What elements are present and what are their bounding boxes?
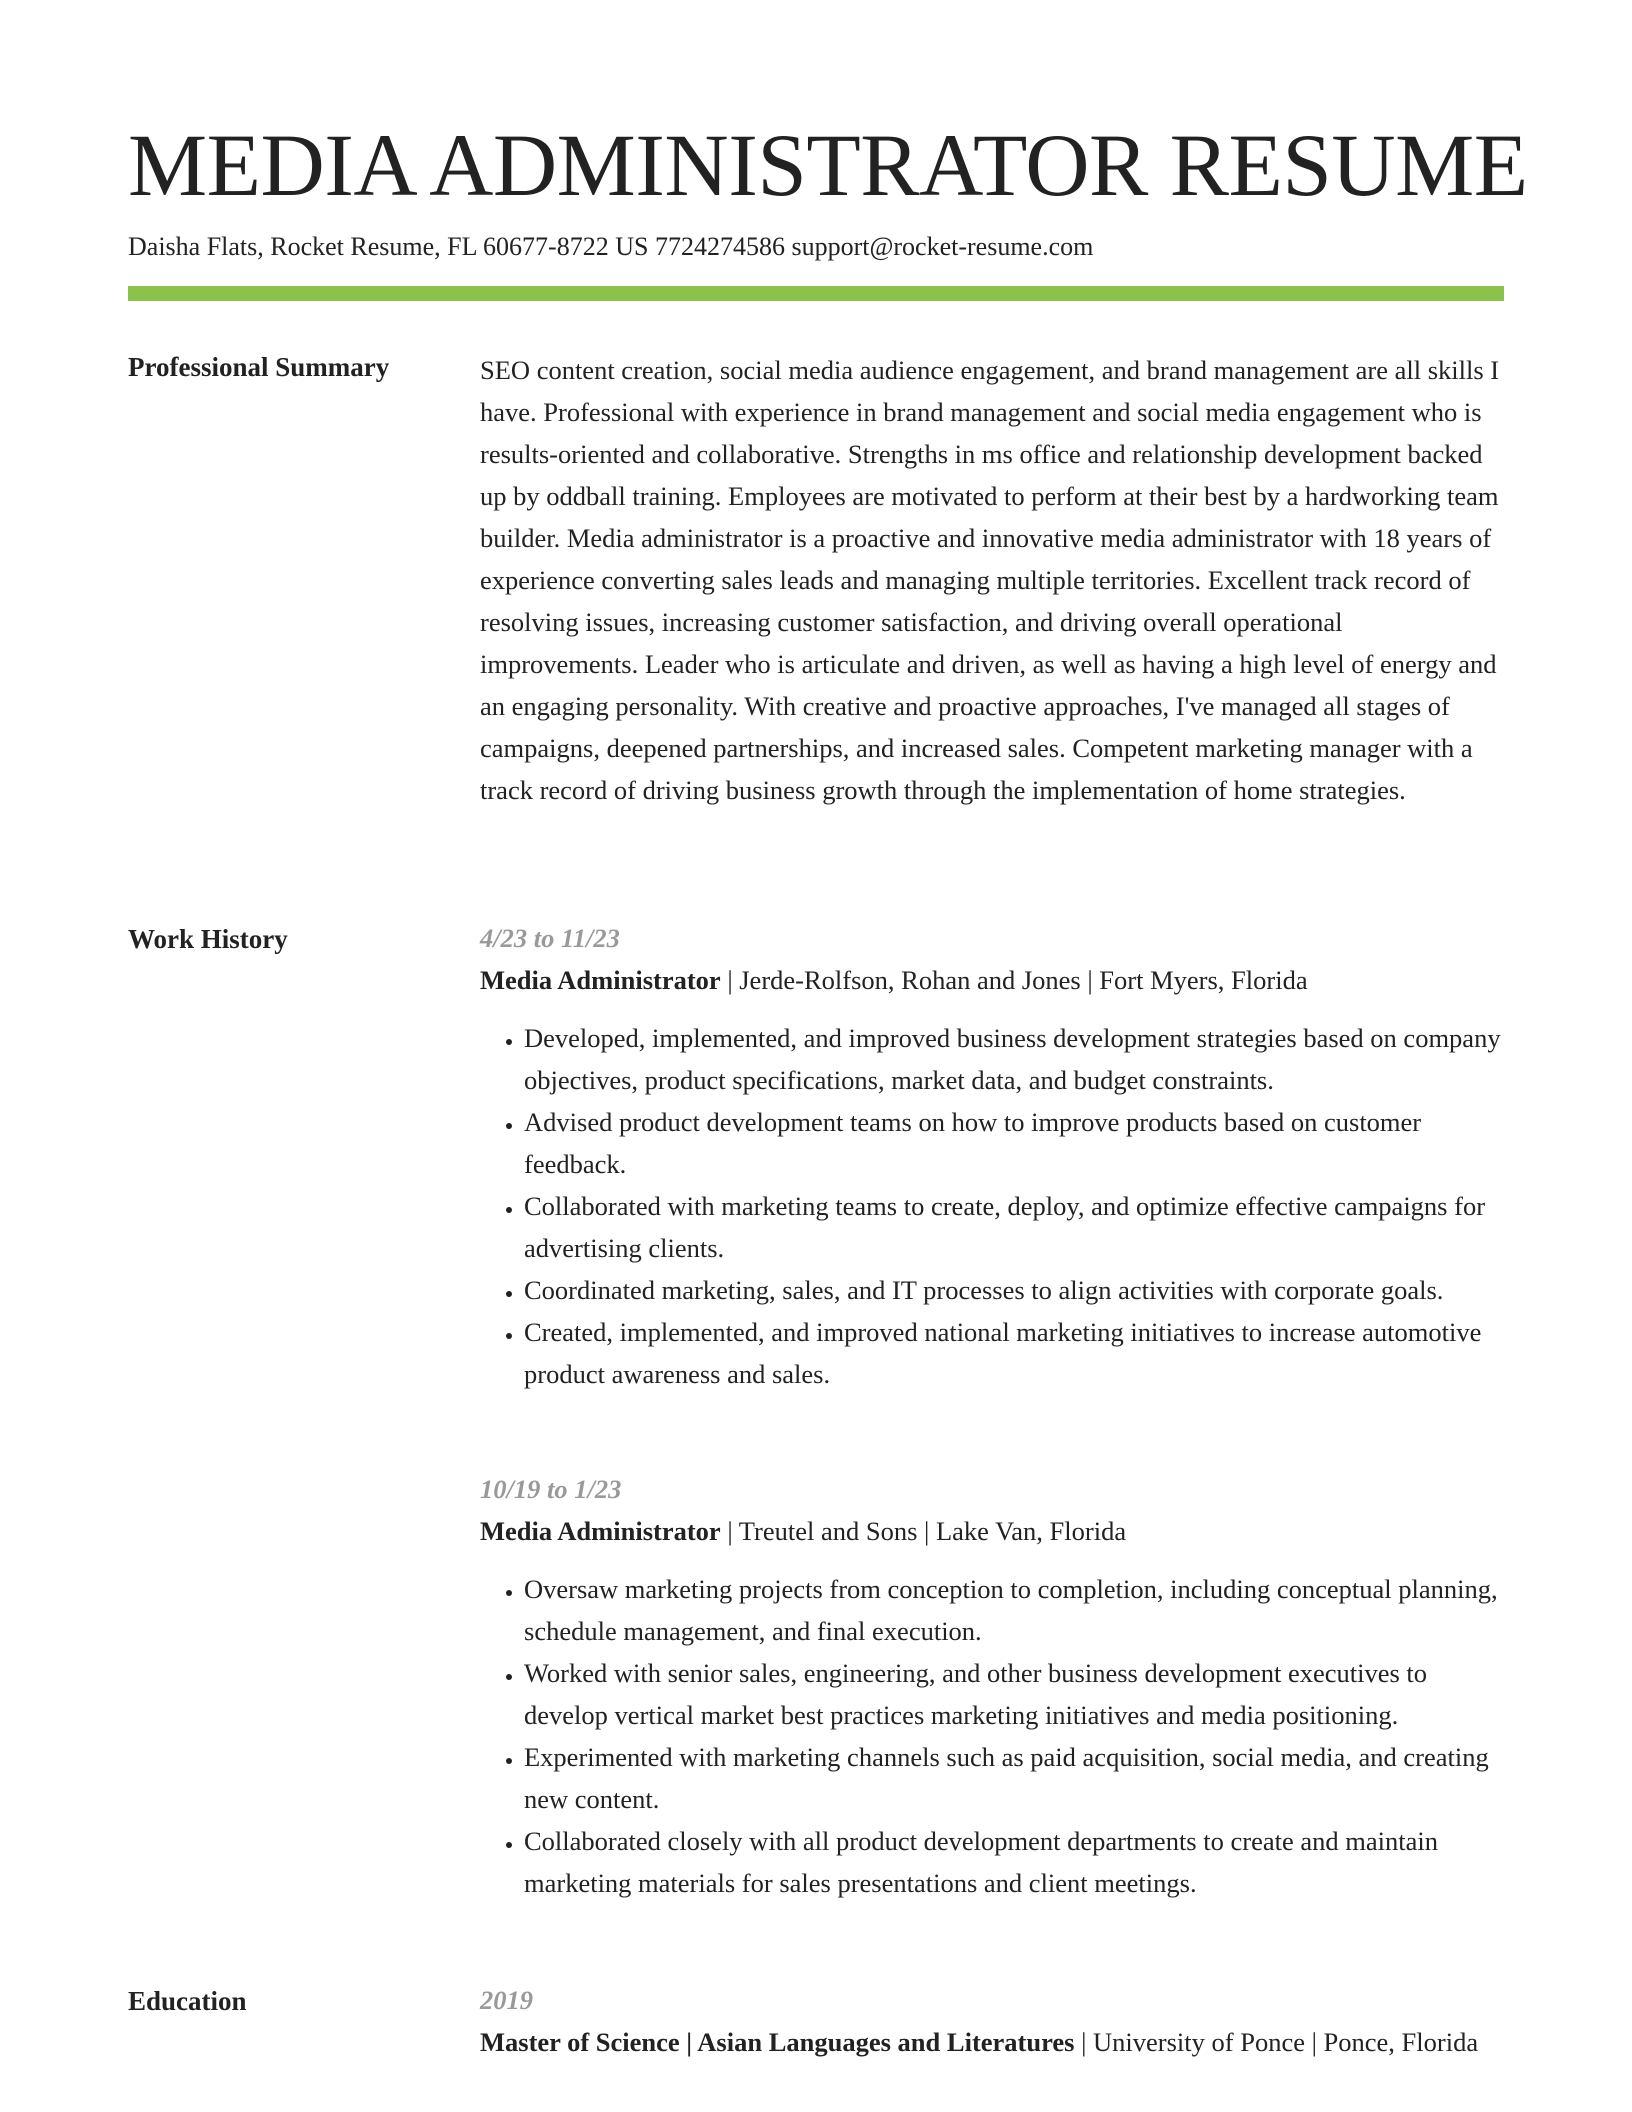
job-role-line (480, 1510, 1504, 1552)
list-item: • Coordinated marketing, sales, and IT processes to align activities with corporate goals. (524, 1269, 1504, 1311)
job-entry-2 (480, 1468, 1504, 1904)
list-item: • Experimented with marketing channels such as paid acquisition, social media, and creating new content. (524, 1736, 1504, 1820)
section-label-education: Education (128, 1986, 247, 2016)
job-dates: 4/23 to 11/23 (480, 923, 620, 953)
header-divider (128, 286, 1504, 301)
education-line (480, 2021, 1504, 2063)
list-item: • Collaborated with marketing teams to create, deploy, and optimize effective campaigns for advertising clients. (524, 1185, 1504, 1269)
education-details: | University of Ponce | Ponce, Florida (1074, 2027, 1479, 2057)
job-details: | Jerde-Rolfson, Rohan and Jones | Fort Myers, Florida (720, 965, 1308, 995)
list-item: • Worked with senior sales, engineering, and other business development executives to develop vertical market best practices marketing initiatives and media positioning. (524, 1652, 1504, 1736)
section-label-work-history: Work History (128, 924, 288, 954)
list-item: • Developed, implemented, and improved business development strategies based on company objectives, product specifications, market data, and budget constraints. (524, 1017, 1504, 1101)
degree-title: Master of Science | Asian Languages and Literatures (480, 2027, 1075, 2057)
job-details: | Treutel and Sons | Lake Van, Florida (720, 1516, 1127, 1546)
job-entry-1 (480, 917, 1504, 1395)
job-role-line (480, 959, 1504, 1001)
list-item: • Collaborated closely with all product development departments to create and maintain marketing materials for sales presentations and client meetings. (524, 1820, 1504, 1904)
education-entry (480, 1979, 1504, 2063)
job-dates: 10/19 to 1/23 (480, 1474, 622, 1504)
section-label-summary: Professional Summary (128, 352, 390, 382)
list-item: • Oversaw marketing projects from conception to completion, including conceptual planning, schedule management, and final execution. (524, 1568, 1504, 1652)
summary-text: SEO content creation, social media audience engagement, and brand management are all skills I have. Professional with experience in brand management and social media engagement who is results-oriented and collaborative. Strengths in ms office and relationship development backed up by oddball training. Employees are motivated to perform at their best by a hardworking team builder. Media administrator is a proactive and innovative media administrator with 18 years of experience converting sales leads and managing multiple territories. Excellent track record of resolving issues, increasing customer satisfaction, and driving overall operational improvements. Leader who is articulate and driven, as well as having a high level of energy and an engaging personality. With creative and proactive approaches, I've managed all stages of campaigns, deepened partnerships, and increased sales. Competent marketing manager with a track record of driving business growth through the implementation of home strategies. (480, 355, 1500, 805)
resume-title: MEDIA ADMINISTRATOR RESUME (128, 117, 1528, 215)
job-bullets (480, 1017, 1504, 1395)
job-title: Media Administrator (480, 1516, 721, 1546)
education-date: 2019 (480, 1985, 533, 2015)
contact-line: Daisha Flats, Rocket Resume, FL 60677-8722 US 7724274586 support@rocket-resume.com (128, 232, 1094, 261)
list-item: • Advised product development teams on how to improve products based on customer feedback. (524, 1101, 1504, 1185)
list-item: • Created, implemented, and improved national marketing initiatives to increase automotive product awareness and sales. (524, 1311, 1504, 1395)
job-bullets (480, 1568, 1504, 1904)
summary-section (480, 349, 1504, 811)
job-title: Media Administrator (480, 965, 721, 995)
